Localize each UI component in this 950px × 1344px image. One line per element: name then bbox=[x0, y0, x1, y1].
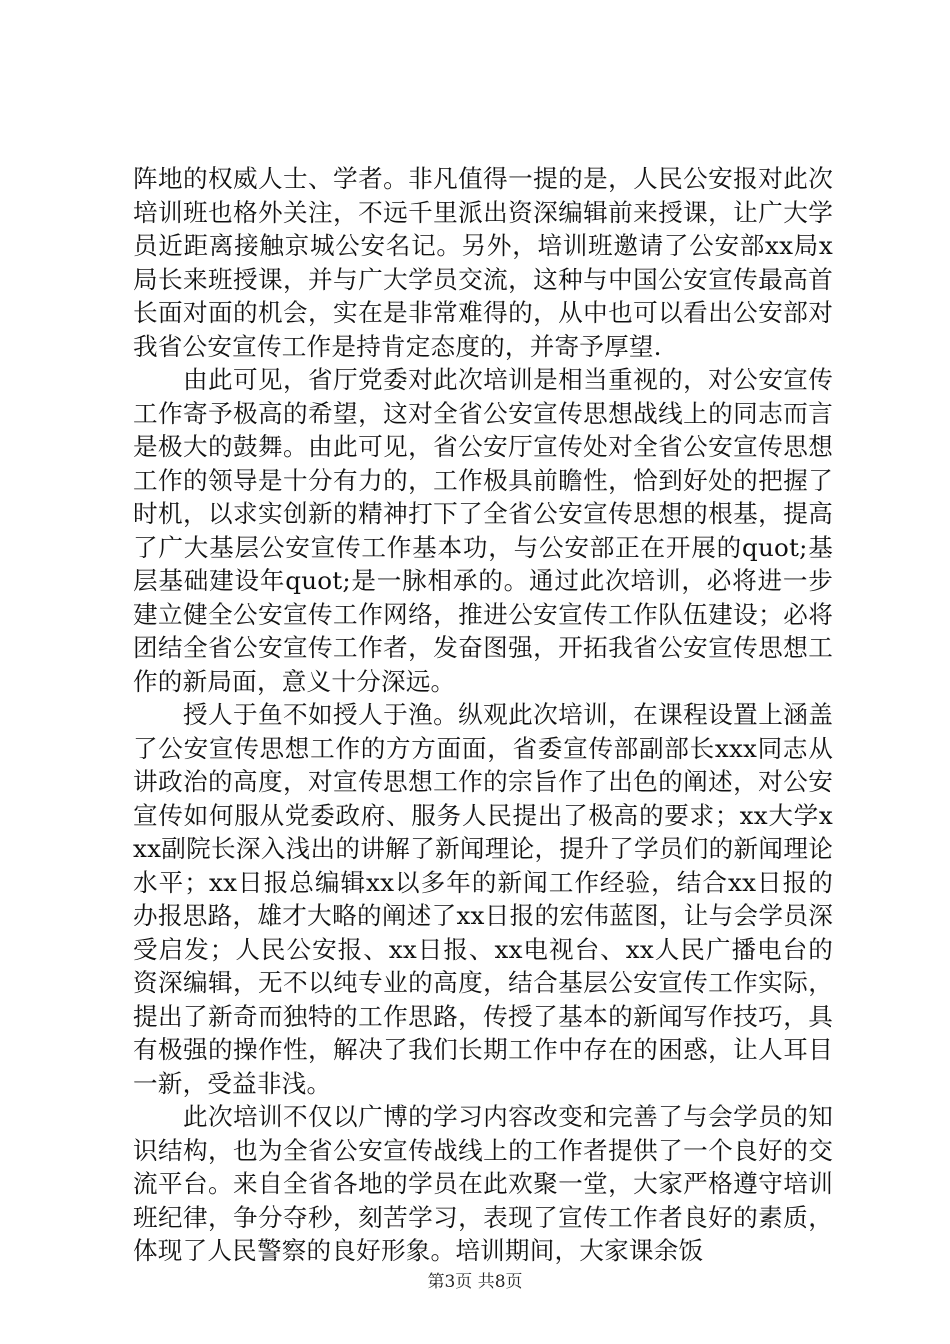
page-number-footer: 第3页 共8页 bbox=[427, 1272, 523, 1292]
paragraph: 由此可见，省厅党委对此次培训是相当重视的，对公安宣传工作寄予极高的希望，这对全省公安宣传思想战线上的同志而言是极大的鼓舞。由此可见，省公安厅宣传处对全省公安宣传思想工作的领导是十分有力的，工作极具前瞻性，恰到好处的把握了时机，以求实创新的精神打下了全省公安宣传思想的根基，提高了广大基层公安宣传工作基本功，与公安部正在开展的quot;基层基础建设年quot;是一脉相承的。通过此次培训，必将进一步建立健全公安宣传工作网络，推进公安宣传工作队伍建设；必将团结全省公安宣传工作者，发奋图强，开拓我省公安宣传思想工作的新局面，意义十分深远。 bbox=[133, 365, 833, 696]
paragraph: 此次培训不仅以广博的学习内容改变和完善了与会学员的知识结构，也为全省公安宣传战线上的工作者提供了一个良好的交流平台。来自全省各地的学员在此欢聚一堂，大家严格遵守培训班纪律，争分夺秒，刻苦学习，表现了宣传工作者良好的素质，体现了人民警察的良好形象。培训期间，大家课余饭 bbox=[133, 1102, 833, 1265]
paragraph-continued: 阵地的权威人士、学者。非凡值得一提的是，人民公安报对此次培训班也格外关注，不远千里派出资深编辑前来授课，让广大学员近距离接触京城公安名记。另外，培训班邀请了公安部xx局x局长来班授课，并与广大学员交流，这种与中国公安宣传最高首长面对面的机会，实在是非常难得的，从中也可以看出公安部对我省公安宣传工作是持肯定态度的，并寄予厚望. bbox=[133, 164, 833, 361]
document-body bbox=[133, 162, 833, 1268]
paragraph: 授人于鱼不如授人于渔。纵观此次培训，在课程设置上涵盖了公安宣传思想工作的方方面面，省委宣传部副部长xxx同志从讲政治的高度，对宣传思想工作的宗旨作了出色的阐述，对公安宣传如何服从党委政府、服务人民提出了极高的要求；xx大学xxx副院长深入浅出的讲解了新闻理论，提升了学员们的新闻理论水平；xx日报总编辑xx以多年的新闻工作经验，结合xx日报的办报思路，雄才大略的阐述了xx日报的宏伟蓝图，让与会学员深受启发；人民公安报、xx日报、xx电视台、xx人民广播电台的资深编辑，无不以纯专业的高度，结合基层公安宣传工作实际，提出了新奇而独特的工作思路，传授了基本的新闻写作技巧，具有极强的操作性，解决了我们长期工作中存在的困惑，让人耳目一新，受益非浅。 bbox=[133, 700, 833, 1098]
